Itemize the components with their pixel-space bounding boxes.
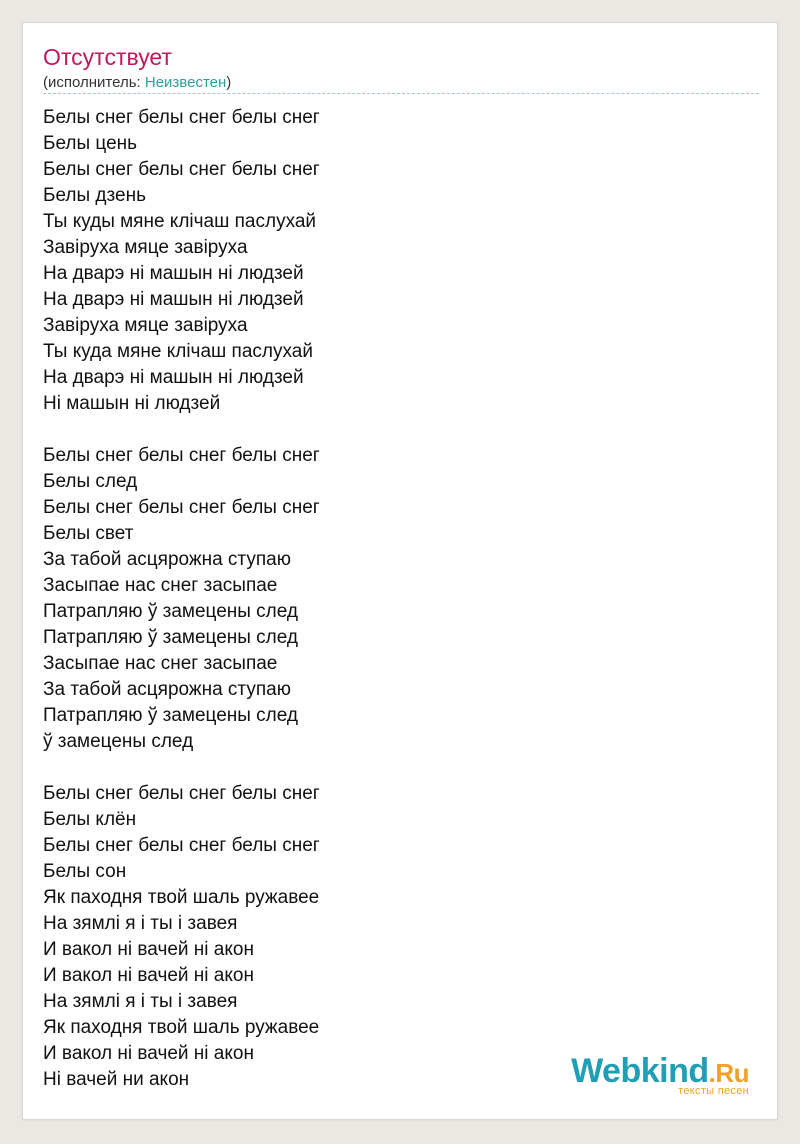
lyric-line: Завіруха мяце завіруха — [43, 315, 248, 336]
lyric-line: Белы снег белы снег белы снег — [43, 497, 320, 518]
lyric-line: Белы снег белы снег белы снег — [43, 159, 320, 180]
artist-prefix: (исполнитель: — [43, 74, 145, 91]
artist-link[interactable]: Неизвестен — [144, 74, 227, 91]
lyric-line: На зямлі я і ты і завея — [43, 991, 238, 1012]
logo-brand: Webkind.Ru — [571, 1052, 749, 1090]
lyric-line: Белы снег белы снег белы снег — [43, 783, 320, 804]
artist-line — [43, 73, 231, 93]
lyric-line: Белы снег белы снег белы снег — [43, 835, 320, 856]
lyric-line: Ні вачей ни акон — [43, 1069, 190, 1090]
lyric-line: Засыпае нас снег засыпае — [43, 653, 278, 674]
lyric-line: Белы свет — [43, 523, 134, 544]
divider — [43, 93, 759, 94]
lyric-line: Засыпае нас снег засыпае — [43, 575, 278, 596]
lyric-line: Белы след — [43, 471, 138, 492]
lyric-line: На дварэ ні машын ні людзей — [43, 263, 304, 284]
lyric-line: На дварэ ні машын ні людзей — [43, 367, 304, 388]
lyric-line: Ні машын ні людзей — [43, 393, 221, 414]
lyric-line: Патрапляю ў замецены след — [43, 627, 299, 648]
site-logo[interactable] — [571, 1053, 749, 1097]
lyric-line: Белы дзень — [43, 185, 146, 206]
lyric-line: Патрапляю ў замецены след — [43, 705, 299, 726]
lyric-line: За табой асцярожна ступаю — [43, 679, 291, 700]
lyrics-body — [43, 105, 743, 1119]
lyric-line: Як паходня твой шаль ружавее — [43, 887, 320, 908]
lyric-line: И вакол ні вачей ні акон — [43, 939, 254, 960]
lyric-line: На зямлі я і ты і завея — [43, 913, 238, 934]
lyric-line: Белы цень — [43, 133, 138, 154]
logo-tagline: тексты песен — [678, 1085, 749, 1097]
stanza — [43, 105, 743, 417]
lyric-line: Белы сон — [43, 861, 127, 882]
stanza — [43, 443, 743, 755]
lyric-line: Як паходня твой шаль ружавее — [43, 1017, 320, 1038]
lyric-line: Ты куда мяне клічаш паслухай — [43, 341, 313, 362]
lyric-line: И вакол ні вачей ні акон — [43, 965, 254, 986]
lyric-line: Патрапляю ў замецены след — [43, 601, 299, 622]
lyric-line: И вакол ні вачей ні акон — [43, 1043, 254, 1064]
lyric-line: Завіруха мяце завіруха — [43, 237, 248, 258]
lyric-line: Ты куды мяне клічаш паслухай — [43, 211, 317, 232]
lyric-line: ў замецены след — [43, 731, 194, 752]
stanza — [43, 781, 743, 1093]
artist-suffix: ) — [226, 74, 232, 91]
lyric-line: За табой асцярожна ступаю — [43, 549, 291, 570]
song-title: Отсутствует — [43, 44, 172, 70]
lyric-line: Белы снег белы снег белы снег — [43, 445, 320, 466]
lyric-line: Белы клён — [43, 809, 137, 830]
lyric-line: Белы снег белы снег белы снег — [43, 107, 320, 128]
lyrics-card — [22, 22, 778, 1120]
lyric-line: На дварэ ні машын ні людзей — [43, 289, 304, 310]
